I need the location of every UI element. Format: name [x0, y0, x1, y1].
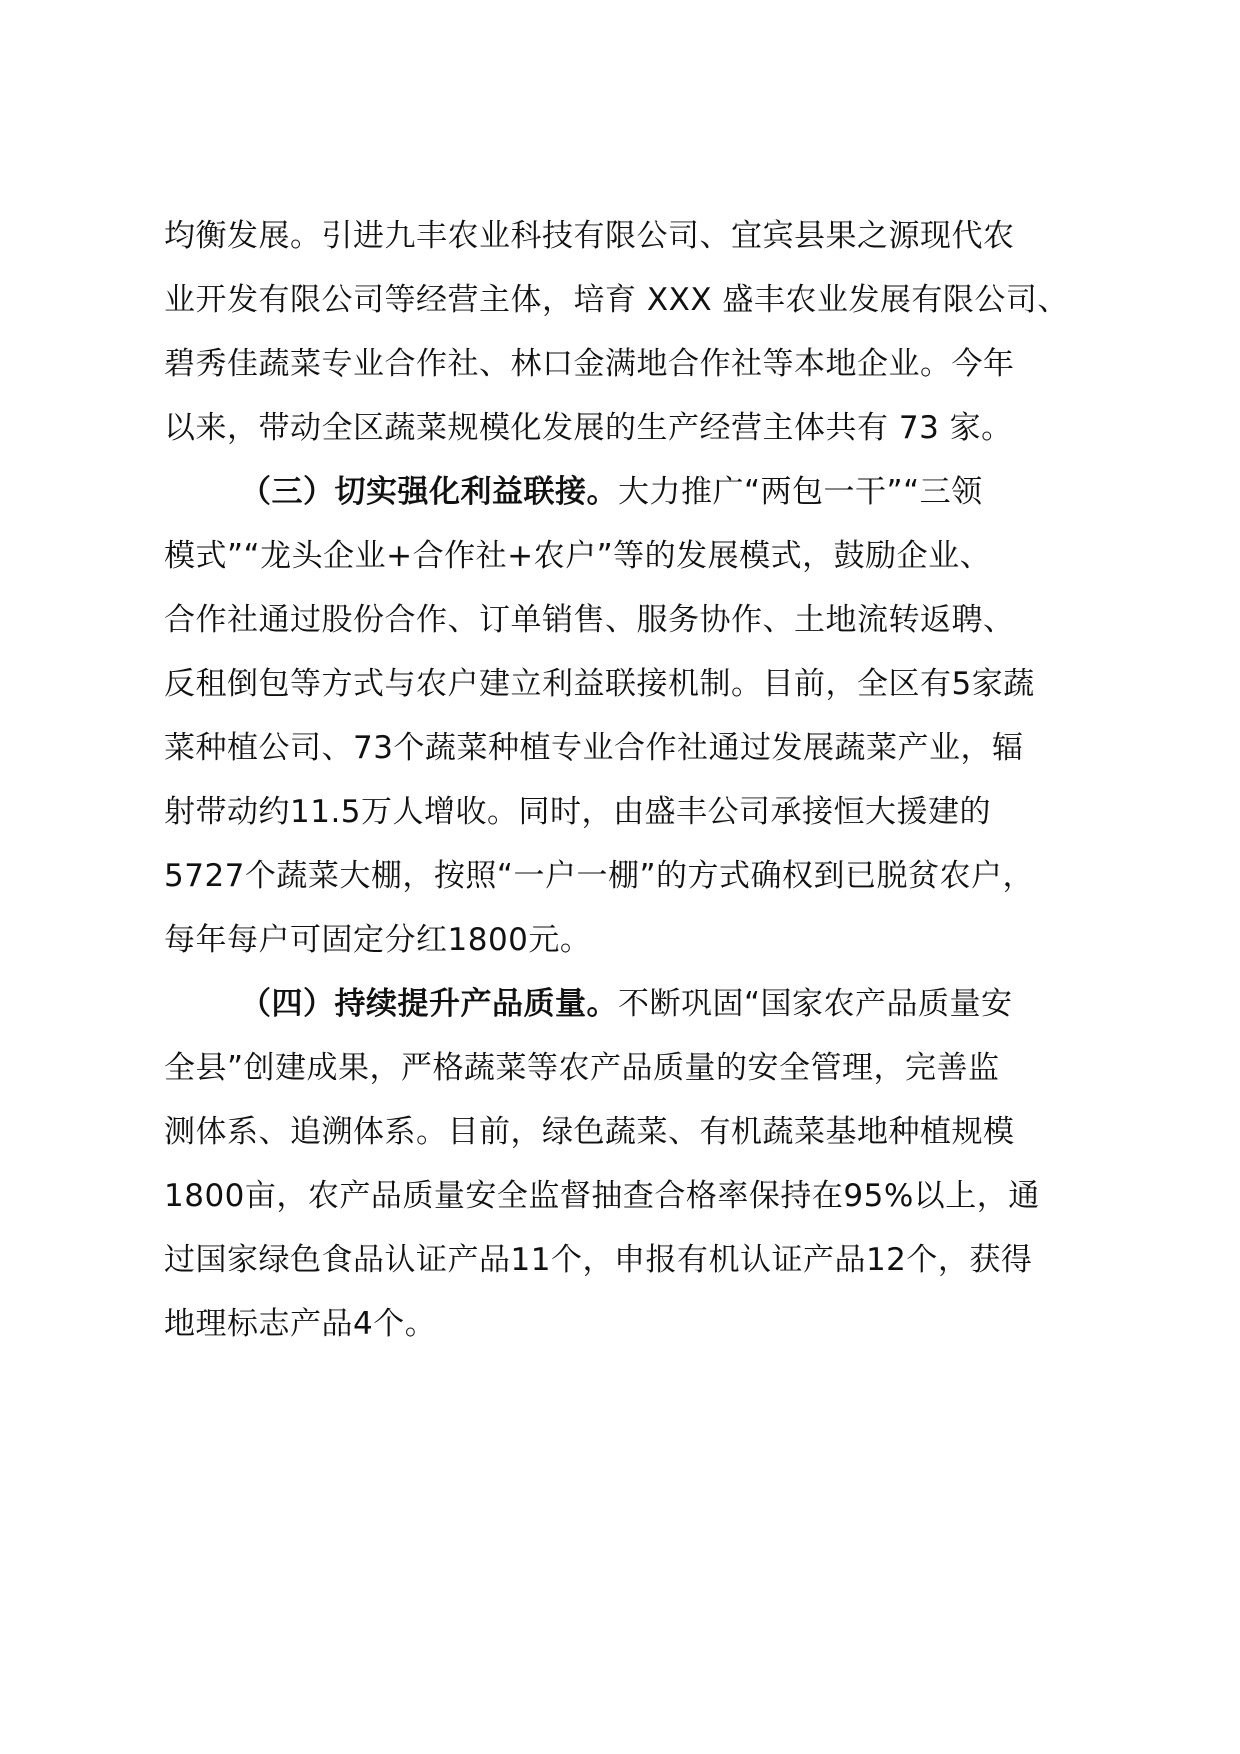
paragraph-line: 反租倒包等方式与农户建立利益联接机制。目前，全区有5家蔬 — [164, 666, 1035, 702]
paragraph-line: 合作社通过股份合作、订单销售、服务协作、土地流转返聘、 — [164, 602, 1015, 638]
paragraph-line: 射带动约11.5万人增收。同时，由盛丰公司承接恒大援建的 — [164, 794, 992, 830]
paragraph-line-text: 大力推广“两包一干”“三领 — [618, 474, 983, 510]
paragraph-line: 以来，带动全区蔬菜规模化发展的生产经营主体共有 73 家。 — [164, 410, 1013, 446]
paragraph-line: 测体系、追溯体系。目前，绿色蔬菜、有机蔬菜基地种植规模 — [164, 1114, 1015, 1150]
paragraph-line: 1800亩，农产品质量安全监督抽查合格率保持在95%以上，通 — [164, 1178, 1040, 1214]
paragraph-3 — [164, 972, 1124, 1356]
paragraph-line: 业开发有限公司等经营主体，培育 XXX 盛丰农业发展有限公司、 — [164, 282, 1069, 318]
section-heading: （四）持续提升产品质量。 — [240, 986, 618, 1022]
section-heading: （三）切实强化利益联接。 — [240, 474, 618, 510]
paragraph-line: 菜种植公司、73个蔬菜种植专业合作社通过发展蔬菜产业，辐 — [164, 730, 1024, 766]
paragraph-line: 5727个蔬菜大棚，按照“一户一棚”的方式确权到已脱贫农户， — [164, 858, 1035, 894]
paragraph-line: 全县”创建成果，严格蔬菜等农产品质量的安全管理，完善监 — [164, 1050, 1000, 1086]
paragraph-line-text: 不断巩固“国家农产品质量安 — [618, 986, 1013, 1022]
paragraph-line: 模式”“龙头企业+合作社+农户”等的发展模式，鼓励企业、 — [164, 538, 992, 574]
paragraph-line: 均衡发展。引进九丰农业科技有限公司、宜宾县果之源现代农 — [164, 218, 1015, 254]
paragraph-line: 过国家绿色食品认证产品11个，申报有机认证产品12个，获得 — [164, 1242, 1033, 1278]
paragraph-line: 碧秀佳蔬菜专业合作社、林口金满地合作社等本地企业。今年 — [164, 346, 1015, 382]
paragraph-line: 地理标志产品4个。 — [164, 1306, 437, 1342]
paragraph-first-line — [164, 460, 1124, 524]
paragraph-line: 每年每户可固定分红1800元。 — [164, 922, 592, 958]
paragraph-first-line — [164, 972, 1124, 1036]
paragraph-1 — [164, 204, 1124, 460]
paragraph-2 — [164, 460, 1124, 972]
